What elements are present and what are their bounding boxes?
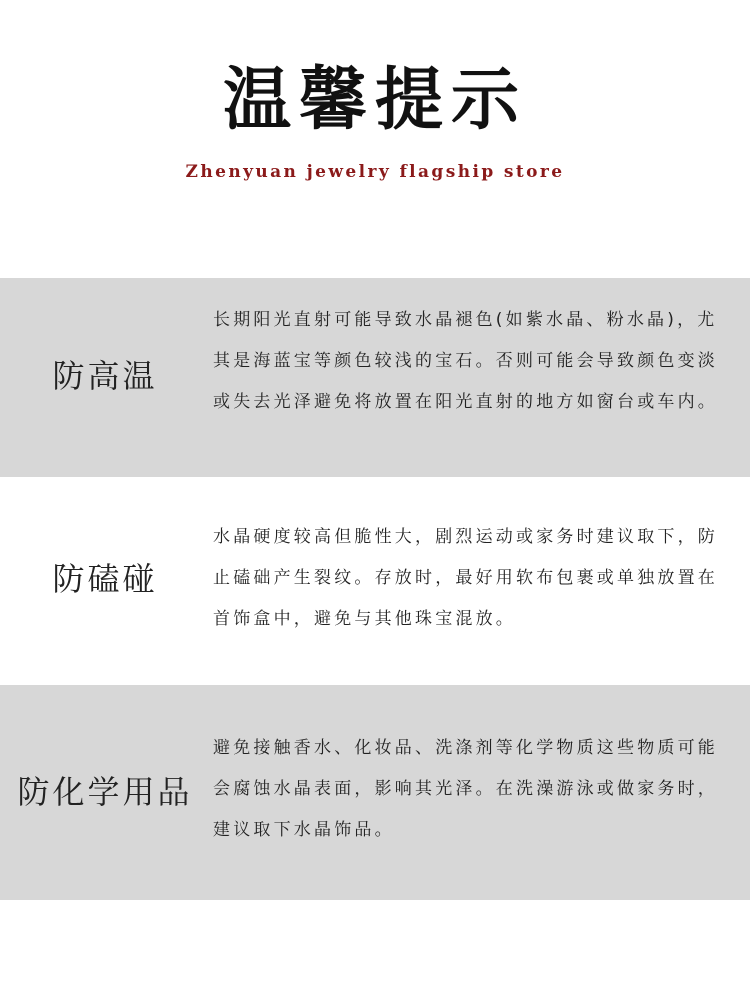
section-impact <box>0 477 750 685</box>
page-title: 温馨提示 <box>222 60 527 140</box>
store-subtitle: Zhenyuan jewelry flagship store <box>185 162 565 182</box>
section-heat-title: 防高温 <box>52 357 158 395</box>
section-heat <box>0 278 750 477</box>
section-impact-body: 水晶硬度较高但脆性大，剧烈运动或家务时建议取下，防止磕础产生裂纹。存放时，最好用软布包裹或单独放置在首饰盒中，避免与其他珠宝混放。 <box>213 527 718 629</box>
section-chemical <box>0 685 750 900</box>
section-chemical-body: 避免接触香水、化妆品、洗涤剂等化学物质这些物质可能会腐蚀水晶表面，影响其光泽。在洗澡游泳或做家务时，建议取下水晶饰品。 <box>213 738 718 840</box>
section-impact-title: 防磕碰 <box>52 560 158 598</box>
section-heat-body: 长期阳光直射可能导致水晶褪色(如紫水晶、粉水晶)，尤其是海蓝宝等颜色较浅的宝石。否则可能会导致颜色变淡或失去光泽避免将放置在阳光直射的地方如窗台或车内。 <box>213 310 718 412</box>
section-chemical-title: 防化学用品 <box>17 773 193 811</box>
